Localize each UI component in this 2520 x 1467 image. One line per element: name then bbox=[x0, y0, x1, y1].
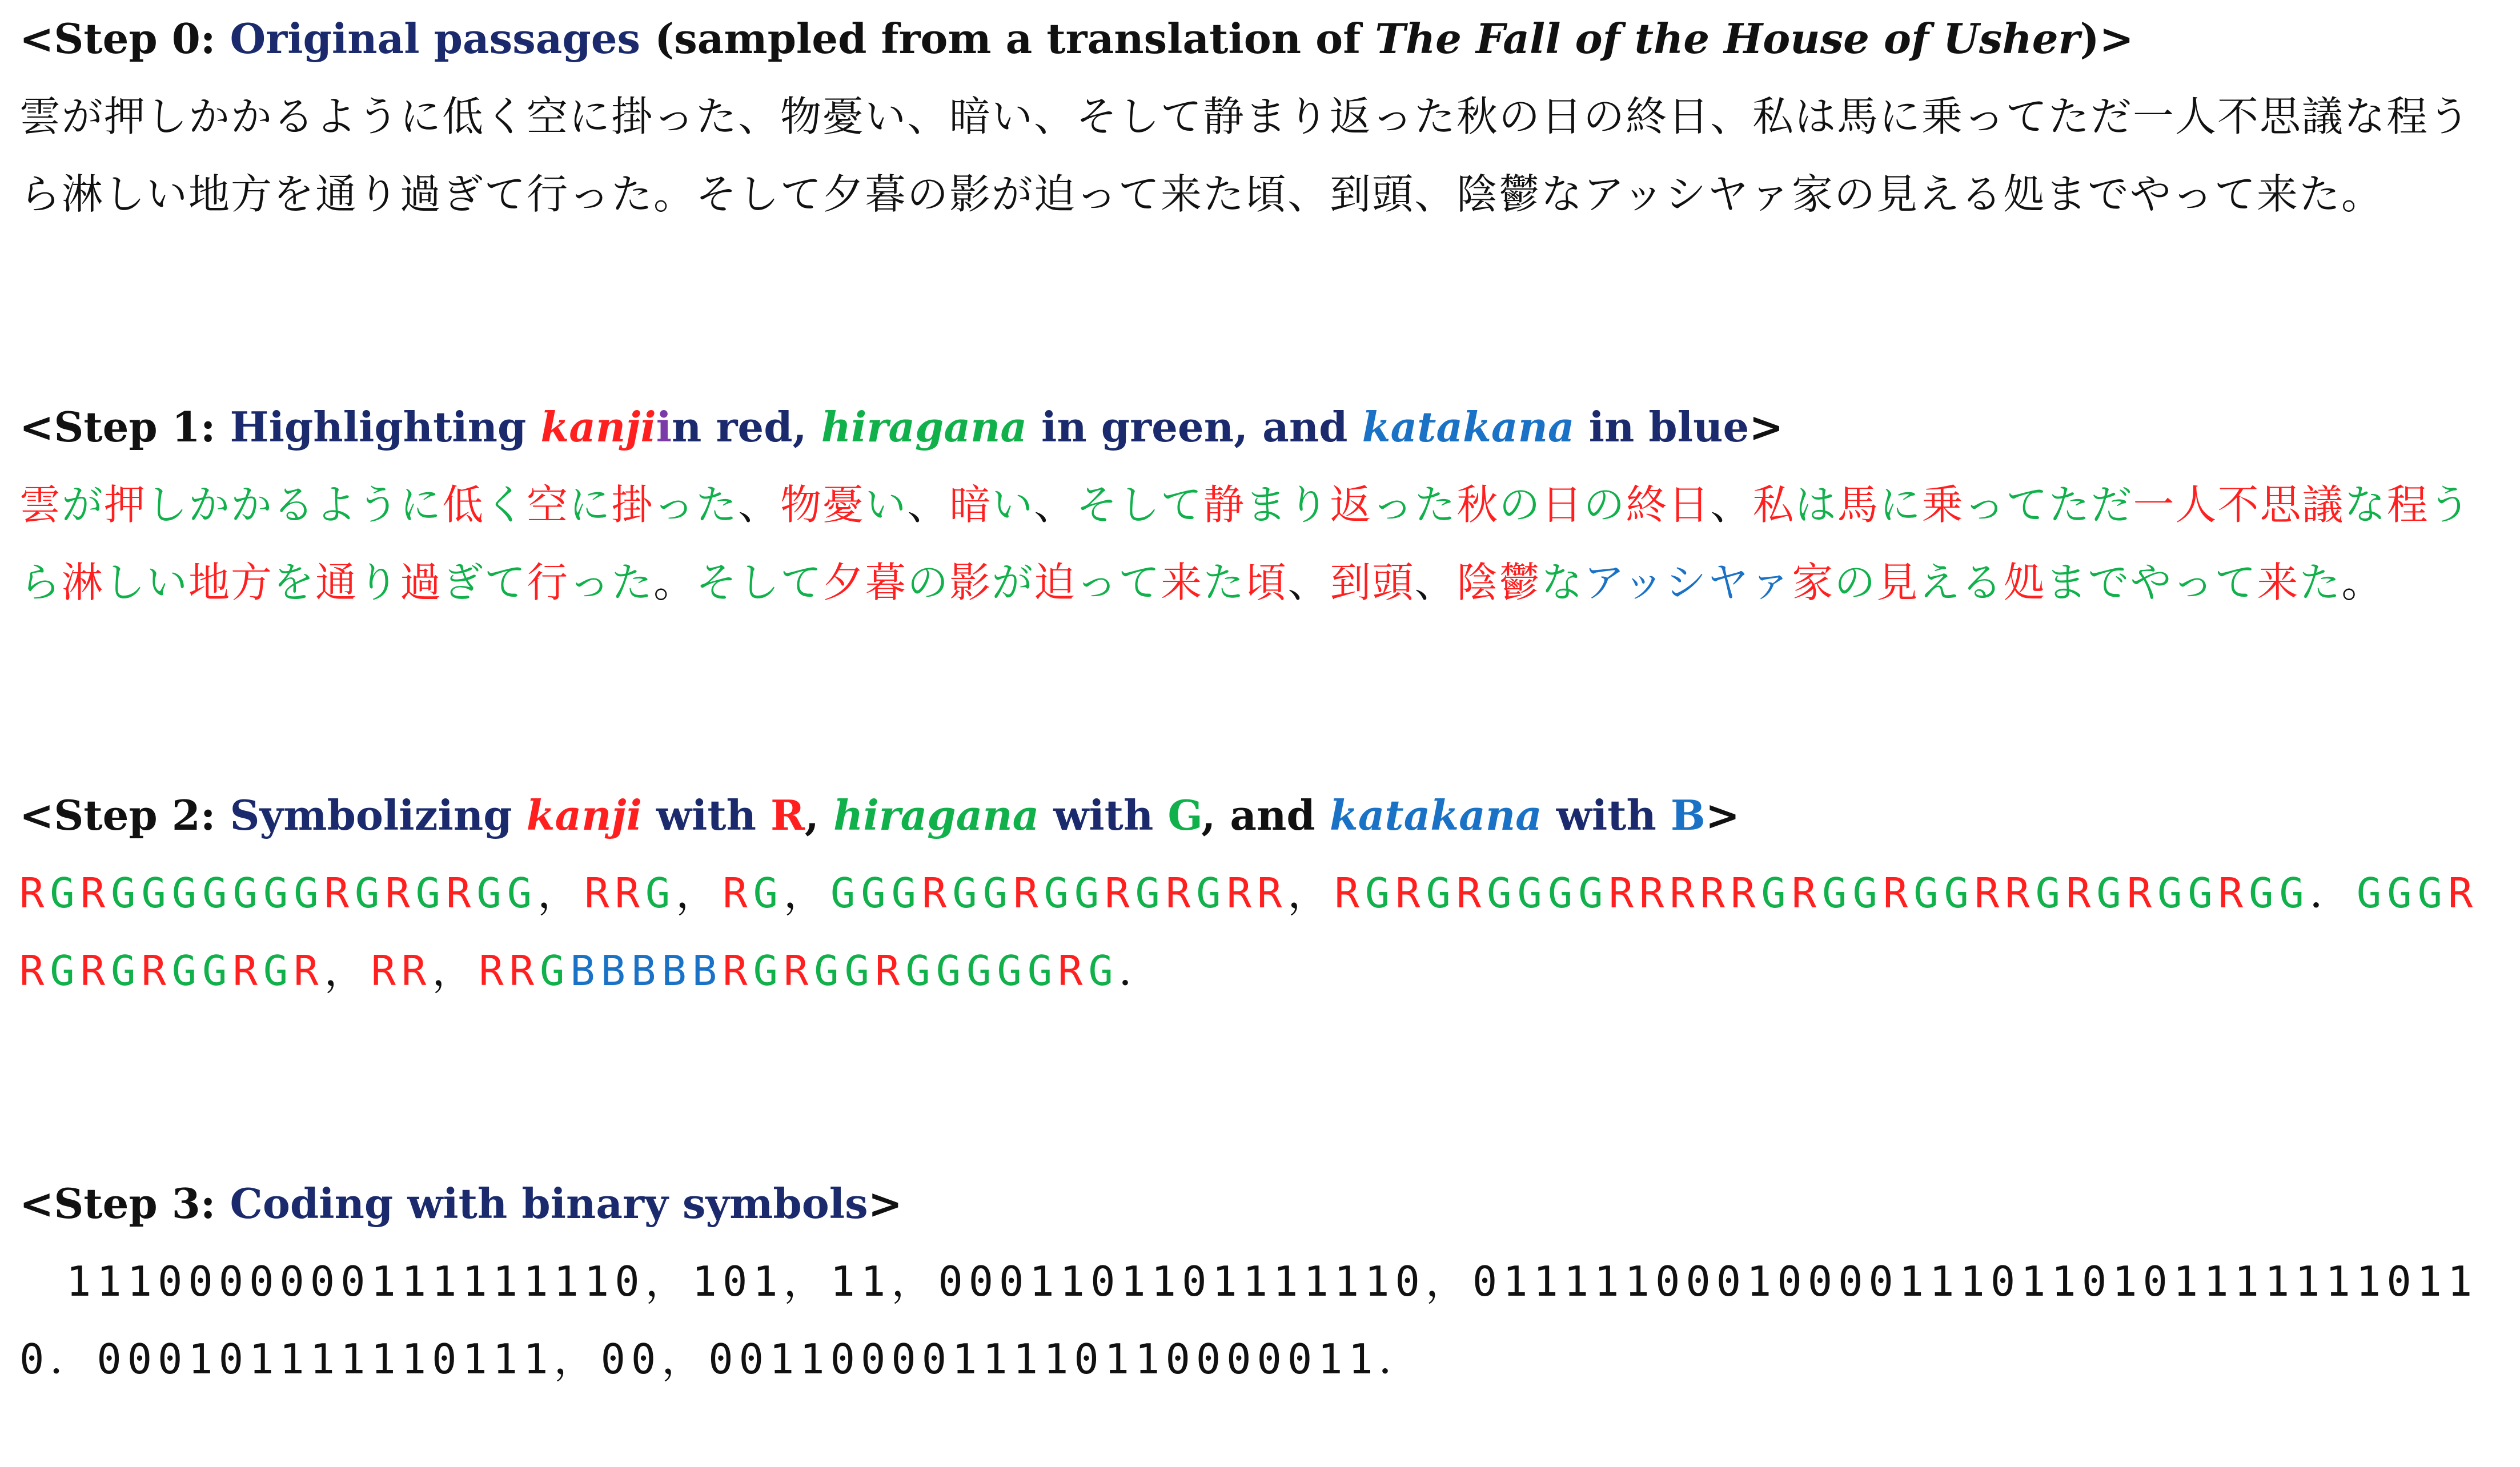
step-2-suffix: > bbox=[1705, 791, 1740, 839]
g-symbol: G bbox=[1088, 947, 1119, 995]
r-symbol: R bbox=[1608, 869, 1639, 917]
step-1-section bbox=[19, 393, 2504, 621]
r-symbol: R bbox=[2126, 869, 2158, 917]
r-symbol: R bbox=[1334, 869, 1365, 917]
hiragana-segment: い bbox=[865, 481, 908, 529]
r-symbol: R bbox=[1670, 869, 1700, 917]
r-symbol: R bbox=[479, 947, 509, 995]
g-symbol: G bbox=[997, 947, 1028, 995]
hiragana-segment: しい bbox=[104, 558, 189, 606]
r-symbol: R bbox=[2447, 869, 2479, 917]
punctuation-segment: 、 bbox=[1034, 481, 1077, 529]
step-2-title bbox=[19, 781, 2504, 850]
g-symbol: G bbox=[753, 947, 784, 995]
hiragana-segment: が bbox=[62, 481, 105, 529]
g-symbol: G bbox=[905, 947, 936, 995]
g-symbol: G bbox=[263, 947, 294, 995]
g-symbol: G bbox=[2188, 869, 2218, 917]
r-symbol: R bbox=[2005, 869, 2036, 917]
hiragana-segment: を bbox=[273, 558, 316, 606]
kanji-segment: 夕暮 bbox=[822, 558, 908, 606]
g-symbol: G bbox=[1196, 869, 1227, 917]
punctuation-symbol: ， bbox=[324, 947, 371, 995]
kanji-segment: 処 bbox=[2003, 558, 2046, 606]
kanji-segment: 来 bbox=[1161, 558, 1203, 606]
step-3-heading: Coding with binary symbols bbox=[230, 1179, 868, 1228]
step-2-kanji-word: kanji bbox=[526, 791, 642, 839]
hiragana-segment: そして bbox=[696, 558, 823, 606]
kanji-segment: 淋 bbox=[62, 558, 105, 606]
g-symbol: G bbox=[982, 869, 1014, 917]
step-2-section bbox=[19, 781, 2504, 1010]
g-symbol: G bbox=[1074, 869, 1105, 917]
kanji-segment: 乗 bbox=[1921, 481, 1964, 529]
hiragana-segment: え bbox=[1919, 558, 1961, 606]
g-symbol: G bbox=[1487, 869, 1518, 917]
g-symbol: G bbox=[1365, 869, 1396, 917]
g-symbol: G bbox=[1944, 869, 1975, 917]
b-symbol: B bbox=[661, 947, 692, 995]
step-2-with-3: with bbox=[1542, 791, 1671, 839]
punctuation-symbol: ， bbox=[1287, 869, 1335, 917]
step-2-prefix: <Step 2: bbox=[19, 791, 230, 839]
kanji-segment: 過 bbox=[400, 558, 443, 606]
step-2-comma-1: , bbox=[804, 791, 833, 839]
kanji-segment: 通 bbox=[315, 558, 358, 606]
hiragana-segment: い bbox=[992, 481, 1034, 529]
punctuation-symbol: ， bbox=[432, 947, 479, 995]
g-symbol: G bbox=[966, 947, 997, 995]
punctuation-segment: 、 bbox=[1414, 558, 1457, 606]
r-symbol: R bbox=[615, 869, 645, 917]
step-2-hiragana-word: hiragana bbox=[833, 791, 1040, 839]
punctuation-segment: 、 bbox=[1710, 481, 1753, 529]
symbol-sequence bbox=[19, 854, 2504, 1010]
hiragana-segment: った bbox=[1372, 481, 1457, 529]
b-symbol: B bbox=[631, 947, 662, 995]
g-symbol: G bbox=[202, 947, 233, 995]
g-symbol: G bbox=[1027, 947, 1058, 995]
step-3-prefix: <Step 3: bbox=[19, 1179, 230, 1228]
g-symbol: G bbox=[952, 869, 983, 917]
r-symbol: R bbox=[294, 947, 324, 995]
step-2-g-symbol: G bbox=[1167, 791, 1202, 839]
g-symbol: G bbox=[1044, 869, 1074, 917]
punctuation-segment: 。 bbox=[2341, 558, 2384, 606]
hiragana-segment: に bbox=[569, 481, 612, 529]
g-symbol: G bbox=[1426, 869, 1456, 917]
r-symbol: R bbox=[1013, 869, 1044, 917]
g-symbol: G bbox=[232, 869, 263, 917]
kanji-segment: 一人 bbox=[2133, 481, 2218, 529]
g-symbol: G bbox=[891, 869, 922, 917]
r-symbol: R bbox=[1257, 869, 1288, 917]
kanji-segment: 迫 bbox=[1034, 558, 1077, 606]
r-symbol: R bbox=[232, 947, 263, 995]
g-symbol: G bbox=[1852, 869, 1883, 917]
g-symbol: G bbox=[844, 947, 876, 995]
g-symbol: G bbox=[294, 869, 324, 917]
r-symbol: R bbox=[1731, 869, 1761, 917]
step-1-text-d: in blue bbox=[1574, 403, 1749, 451]
g-symbol: G bbox=[830, 869, 861, 917]
g-symbol: G bbox=[936, 947, 967, 995]
r-symbol: R bbox=[875, 947, 906, 995]
kanji-segment: 空 bbox=[527, 481, 569, 529]
r-symbol: R bbox=[1058, 947, 1089, 995]
g-symbol: G bbox=[2249, 869, 2280, 917]
g-symbol: G bbox=[1578, 869, 1609, 917]
kanji-segment: 低 bbox=[442, 481, 485, 529]
step-3-section bbox=[19, 1169, 2504, 1398]
kanji-segment: 静 bbox=[1203, 481, 1246, 529]
hiragana-segment: く bbox=[484, 481, 527, 529]
kanji-segment: 馬 bbox=[1837, 481, 1880, 529]
g-symbol: G bbox=[415, 869, 447, 917]
hiragana-segment: た bbox=[2299, 558, 2342, 606]
g-symbol: G bbox=[540, 947, 571, 995]
kanji-segment: 返 bbox=[1330, 481, 1373, 529]
step-0-book-title: The Fall of the House of Usher bbox=[1375, 14, 2080, 63]
hiragana-segment: うら bbox=[19, 481, 2471, 606]
g-symbol: G bbox=[1135, 869, 1166, 917]
g-symbol: G bbox=[171, 947, 203, 995]
punctuation-symbol: ． bbox=[2309, 869, 2357, 917]
r-symbol: R bbox=[80, 947, 111, 995]
hiragana-segment: に bbox=[1879, 481, 1922, 529]
g-symbol: G bbox=[50, 869, 81, 917]
r-symbol: R bbox=[1883, 869, 1914, 917]
kanji-segment: 雲 bbox=[19, 481, 62, 529]
g-symbol: G bbox=[753, 869, 784, 917]
step-1-text-a: Highlighting bbox=[230, 403, 541, 451]
punctuation-symbol: ． bbox=[1118, 947, 1166, 995]
g-symbol: G bbox=[2417, 869, 2448, 917]
kanji-segment: 程 bbox=[2386, 481, 2429, 529]
step-2-text-a: Symbolizing bbox=[230, 791, 527, 839]
step-1-suffix: > bbox=[1749, 403, 1784, 451]
kanji-segment: 不思議 bbox=[2217, 481, 2345, 529]
hiragana-segment: った bbox=[653, 481, 739, 529]
hiragana-segment: ってただ bbox=[1964, 481, 2133, 529]
kanji-segment: 家 bbox=[1792, 558, 1835, 606]
r-symbol: R bbox=[1165, 869, 1197, 917]
hiragana-segment: た bbox=[1203, 558, 1246, 606]
r-symbol: R bbox=[446, 869, 477, 917]
hiragana-segment: そして bbox=[1076, 481, 1203, 529]
punctuation-symbol: ， bbox=[783, 869, 830, 917]
g-symbol: G bbox=[263, 869, 294, 917]
kanji-segment: 見 bbox=[1876, 558, 1919, 606]
g-symbol: G bbox=[354, 869, 386, 917]
original-passage: 雲が押しかかるように低く空に掛った、物憂い、暗い、そして静まり返った秋の日の終日、私は馬に乗ってただ一人不思議な程うら淋しい地方を通り過ぎて行った。そして夕暮の影が迫って来た頃、到頭、陰鬱なアッシヤァ家の見える処までやって来た。 bbox=[19, 93, 2471, 218]
r-symbol: R bbox=[141, 947, 172, 995]
r-symbol: R bbox=[1791, 869, 1823, 917]
kanji-segment: 暗 bbox=[949, 481, 992, 529]
step-2-with-1: with bbox=[641, 791, 771, 839]
hiragana-segment: しかかるように bbox=[146, 481, 443, 529]
kanji-segment: 頃 bbox=[1245, 558, 1288, 606]
g-symbol: G bbox=[645, 869, 676, 917]
kanji-segment: 終日 bbox=[1626, 481, 1711, 529]
hiragana-segment: の bbox=[1834, 558, 1877, 606]
kanji-segment: 掛 bbox=[611, 481, 654, 529]
step-1-i-letter: i bbox=[656, 403, 672, 451]
r-symbol: R bbox=[922, 869, 953, 917]
g-symbol: G bbox=[1547, 869, 1579, 917]
punctuation-symbol: ， bbox=[676, 869, 723, 917]
hiragana-segment: り bbox=[358, 558, 400, 606]
step-1-title bbox=[19, 393, 2504, 461]
kanji-segment: 到頭 bbox=[1330, 558, 1415, 606]
r-symbol: R bbox=[783, 947, 814, 995]
r-symbol: R bbox=[80, 869, 111, 917]
r-symbol: R bbox=[1395, 869, 1426, 917]
g-symbol: G bbox=[202, 869, 233, 917]
g-symbol: G bbox=[2279, 869, 2310, 917]
r-symbol: R bbox=[723, 947, 753, 995]
punctuation-segment: 、 bbox=[1287, 558, 1330, 606]
step-0-prefix: <Step 0: bbox=[19, 14, 230, 63]
hiragana-segment: までやって bbox=[2045, 558, 2257, 606]
g-symbol: G bbox=[2387, 869, 2418, 917]
step-1-katakana-word: katakana bbox=[1362, 403, 1575, 451]
kanji-segment: 私 bbox=[1752, 481, 1795, 529]
g-symbol: G bbox=[141, 869, 172, 917]
step-0-suffix: )> bbox=[2080, 14, 2134, 63]
r-symbol: R bbox=[1456, 869, 1487, 917]
hiragana-segment: の bbox=[1583, 481, 1626, 529]
r-symbol: R bbox=[2065, 869, 2097, 917]
g-symbol: G bbox=[171, 869, 203, 917]
kanji-segment: 物憂 bbox=[780, 481, 865, 529]
step-1-prefix: <Step 1: bbox=[19, 403, 230, 451]
r-symbol: R bbox=[509, 947, 540, 995]
step-2-b-symbol: B bbox=[1670, 791, 1706, 839]
b-symbol: B bbox=[692, 947, 723, 995]
step-0-mid: (sampled from a translation of bbox=[640, 14, 1375, 63]
kanji-segment: 影 bbox=[949, 558, 992, 606]
hiragana-segment: まり bbox=[1245, 481, 1330, 529]
b-symbol: B bbox=[570, 947, 601, 995]
step-2-with-2: with bbox=[1039, 791, 1168, 839]
step-0-title bbox=[19, 5, 2504, 73]
hiragana-segment: な bbox=[1541, 558, 1584, 606]
step-0-section bbox=[19, 5, 2504, 233]
g-symbol: G bbox=[814, 947, 845, 995]
step-3-suffix: > bbox=[868, 1179, 902, 1228]
punctuation-segment: 、 bbox=[738, 481, 781, 529]
punctuation-segment: 。 bbox=[653, 558, 696, 606]
g-symbol: G bbox=[507, 869, 538, 917]
r-symbol: R bbox=[1639, 869, 1670, 917]
g-symbol: G bbox=[2035, 869, 2066, 917]
g-symbol: G bbox=[476, 869, 507, 917]
b-symbol: B bbox=[600, 947, 632, 995]
g-symbol: G bbox=[2356, 869, 2387, 917]
g-symbol: G bbox=[1913, 869, 1944, 917]
kanji-segment: 地方 bbox=[188, 558, 274, 606]
kanji-segment: 行 bbox=[527, 558, 569, 606]
r-symbol: R bbox=[723, 869, 753, 917]
katakana-segment: アッシヤァ bbox=[1583, 558, 1792, 606]
kanji-segment: 押 bbox=[104, 481, 147, 529]
step-1-text-c: in green, and bbox=[1026, 403, 1362, 451]
hiragana-segment: な bbox=[2344, 481, 2387, 529]
r-symbol: R bbox=[1226, 869, 1257, 917]
g-symbol: G bbox=[111, 869, 142, 917]
step-0-heading: Original passages bbox=[230, 14, 641, 63]
hiragana-segment: の bbox=[907, 558, 950, 606]
step-2-comma-2: , and bbox=[1201, 791, 1330, 839]
step-1-text-b: n red, bbox=[672, 403, 821, 451]
hiragana-segment: る bbox=[1961, 558, 2004, 606]
g-symbol: G bbox=[1517, 869, 1548, 917]
kanji-segment: 秋 bbox=[1456, 481, 1499, 529]
r-symbol: R bbox=[371, 947, 402, 995]
r-symbol: R bbox=[19, 947, 50, 995]
step-3-title bbox=[19, 1169, 2504, 1238]
r-symbol: R bbox=[2218, 869, 2249, 917]
punctuation-segment: 、 bbox=[907, 481, 950, 529]
kanji-segment: 陰鬱 bbox=[1456, 558, 1542, 606]
step-2-r-symbol: R bbox=[771, 791, 805, 839]
r-symbol: R bbox=[584, 869, 615, 917]
kanji-segment: 来 bbox=[2257, 558, 2300, 606]
hiragana-segment: った bbox=[569, 558, 654, 606]
g-symbol: G bbox=[2157, 869, 2188, 917]
kanji-segment: 日 bbox=[1541, 481, 1584, 529]
g-symbol: G bbox=[2096, 869, 2127, 917]
r-symbol: R bbox=[401, 947, 432, 995]
punctuation-symbol: ， bbox=[537, 869, 585, 917]
hiragana-segment: の bbox=[1499, 481, 1542, 529]
r-symbol: R bbox=[324, 869, 355, 917]
g-symbol: G bbox=[50, 947, 81, 995]
binary-sequence: 1110000000111111110，101，11，0001101101111110，0111110001000011101101011111110110．000101111110111，00，0011000011110110000011． bbox=[19, 1257, 2478, 1383]
step-2-katakana-word: katakana bbox=[1329, 791, 1542, 839]
step-1-kanji-word: kanji bbox=[540, 403, 656, 451]
g-symbol: G bbox=[1761, 869, 1792, 917]
g-symbol: G bbox=[1822, 869, 1853, 917]
r-symbol: R bbox=[1700, 869, 1731, 917]
hiragana-segment: が bbox=[992, 558, 1034, 606]
r-symbol: R bbox=[1105, 869, 1135, 917]
hiragana-segment: って bbox=[1076, 558, 1161, 606]
g-symbol: G bbox=[861, 869, 892, 917]
r-symbol: R bbox=[1974, 869, 2005, 917]
step-1-hiragana-word: hiragana bbox=[821, 403, 1027, 451]
hiragana-segment: ぎて bbox=[442, 558, 527, 606]
r-symbol: R bbox=[19, 869, 50, 917]
r-symbol: R bbox=[385, 869, 416, 917]
highlighted-passage bbox=[19, 466, 2504, 621]
hiragana-segment: は bbox=[1795, 481, 1837, 529]
g-symbol: G bbox=[111, 947, 142, 995]
